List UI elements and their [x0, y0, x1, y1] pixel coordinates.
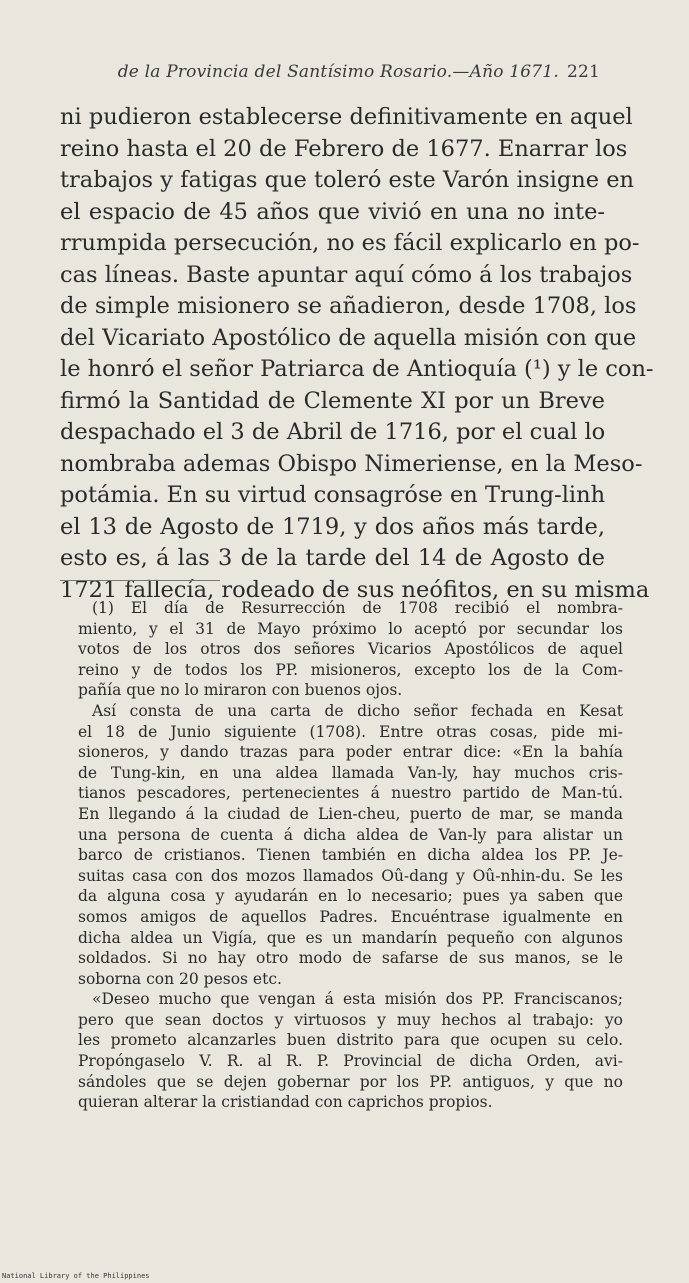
footnote-line: votos de los otros dos señores Vicarios Apostólicos de aquel [78, 640, 623, 659]
footnote-line: una persona de cuenta á dicha aldea de Van-ly para alistar un [78, 825, 623, 844]
text-line: le honró el señor Patriarca de Antioquía (¹) y le con- [60, 356, 654, 382]
footnote-line: (1) El día de Resurrección de 1708 recibió el nombra- [92, 599, 623, 617]
footnote-line: sándoles que se dejen gobernar por los PP. antiguos, y que no [78, 1072, 623, 1091]
text-line: 1721 fallecía, rodeado de sus neófitos, en su misma [60, 576, 650, 603]
text-line: nombraba ademas Obispo Nimeriense, en la Meso- [60, 450, 643, 477]
text-line: cas líneas. Baste apuntar aquí cómo á los trabajos [60, 261, 633, 288]
text-line: del Vicariato Apostólico de aquella misión con que [60, 324, 637, 351]
footnote-line: dicha aldea un Vigía, que es un mandarín pequeño con algunos [78, 928, 623, 947]
page-number: 221 [566, 62, 600, 82]
footnote-line: miento, y el 31 de Mayo próximo lo aceptó por secundar los [78, 619, 623, 638]
running-header [100, 62, 600, 82]
footnotes [78, 598, 623, 1113]
main-text [60, 102, 654, 606]
text-line: potámia. En su virtud consagróse en Trung-linh [60, 482, 606, 508]
text-line: reino hasta el 20 de Febrero de 1677. Enarrar los [60, 135, 628, 162]
library-footer: National Library of the Philippines [2, 1272, 150, 1280]
footnote-line: En llegando á la ciudad de Lien-cheu, puerto de mar, se manda [78, 804, 623, 823]
footnote-line: reino y de todos los PP. misioneros, excepto los de la Com- [78, 660, 623, 679]
text-line: el 13 de Agosto de 1719, y dos años más tarde, [60, 513, 605, 540]
footnote-line: Así consta de una carta de dicho señor fechada en Kesat [92, 701, 623, 720]
text-line: de simple misionero se añadieron, desde 1708, los [60, 293, 637, 319]
text-line: el espacio de 45 años que vivió en una no inte- [60, 198, 605, 225]
footnote-line: de Tung-kin, en una aldea llamada Van-ly, hay muchos cris- [78, 763, 623, 782]
text-line: trabajos y fatigas que toleró este Varón insigne en [60, 167, 635, 193]
text-line: firmó la Santidad de Clemente XI por un Breve [60, 387, 605, 414]
footnote-line: el 18 de Junio siguiente (1708). Entre otras cosas, pide mi- [78, 722, 623, 741]
footnote-line: barco de cristianos. Tienen también en dicha aldea los PP. Je- [78, 846, 623, 865]
text-line: despachado el 3 de Abril de 1716, por el cual lo [60, 419, 606, 445]
footnote-line: pañía que no lo miraron con buenos ojos. [78, 681, 403, 700]
footnote-line: soborna con 20 pesos etc. [78, 969, 282, 988]
footnote-line: pero que sean doctos y virtuosos y muy hechos al trabajo: yo [78, 1010, 623, 1029]
footnote-line: suitas casa con dos mozos llamados Oû-dang y Oû-nhin-du. Se les [78, 866, 623, 885]
footnote-line: les prometo alcanzarles buen distrito para que ocupen su celo. [78, 1031, 623, 1050]
footnote-line: «Deseo mucho que vengan á esta misión dos PP. Franciscanos; [92, 990, 623, 1009]
text-line: esto es, á las 3 de la tarde del 14 de Agosto de [60, 545, 605, 571]
footnote-line: soldados. Si no hay otro modo de safarse de sus manos, se le [78, 949, 623, 968]
footnote-line: da alguna cosa y ayudarán en lo necesario; pues ya saben que [78, 887, 623, 906]
footnote-line: sioneros, y dando trazas para poder entrar dice: «En la bahía [78, 743, 623, 762]
footnote-line: quieran alterar la cristiandad con caprichos propios. [78, 1093, 493, 1112]
text-line: rrumpida persecución, no es fácil explicarlo en po- [60, 230, 640, 256]
footnote-divider [60, 580, 220, 581]
footnote-line: Propóngaselo V. R. al R. P. Provincial de dicha Orden, avi- [78, 1052, 623, 1071]
running-title: de la Provincia del Santísimo Rosario.—Año 1671. [117, 62, 559, 82]
text-line: ni pudieron establecerse definitivamente en aquel [60, 104, 633, 130]
footnote-line: somos amigos de aquellos Padres. Encuéntrase igualmente en [78, 907, 623, 926]
footnote-line: tianos pescadores, pertenecientes á nuestro partido de Man-tú. [78, 784, 623, 803]
